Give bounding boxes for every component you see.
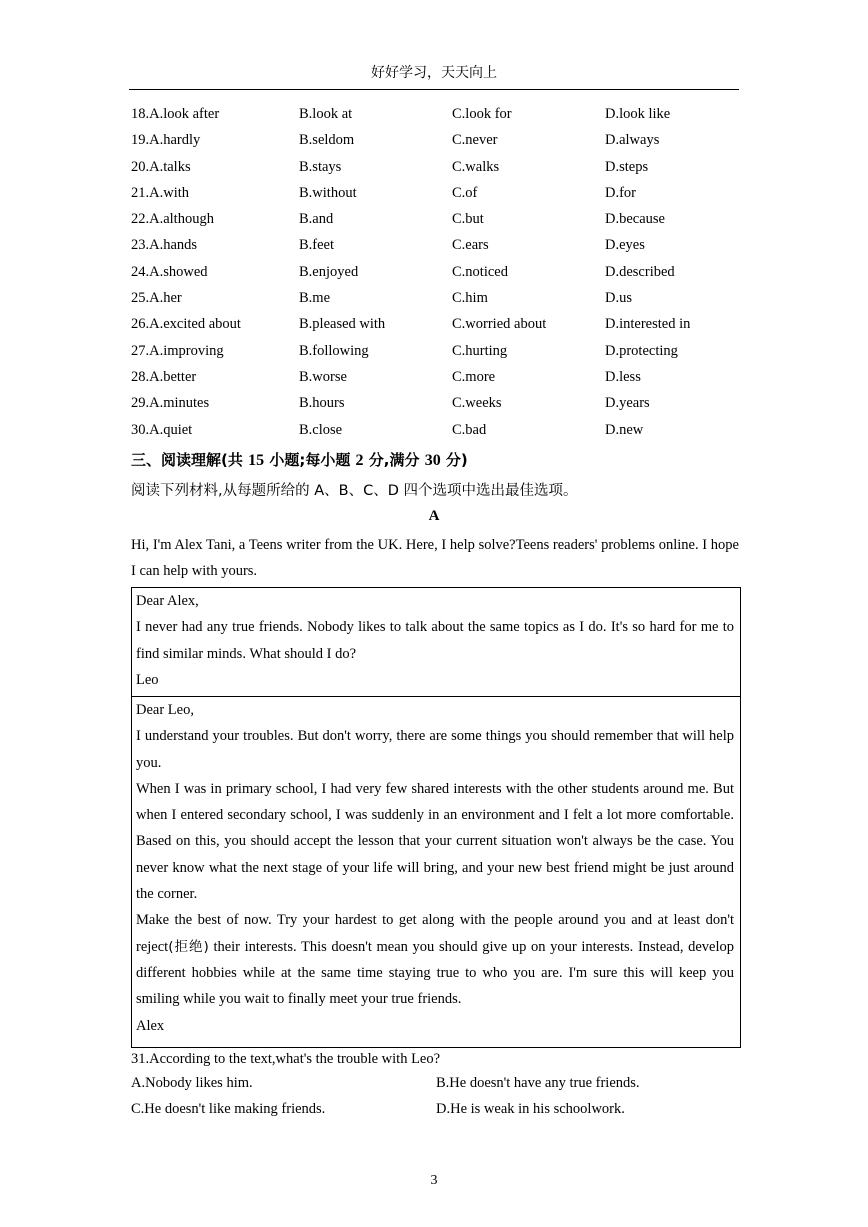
option-a[interactable]: 22.A.although [131, 211, 214, 228]
question-number: 22. [131, 211, 150, 228]
question-number: 30. [131, 421, 150, 438]
option-d[interactable]: D.look like [605, 106, 671, 122]
option-d[interactable]: D.described [605, 263, 675, 280]
question-number: 25. [131, 290, 150, 307]
option-b[interactable]: B.worse [299, 368, 347, 385]
option-a[interactable]: 26.A.excited about [131, 316, 241, 333]
letter-greeting: Dear Alex, [136, 593, 199, 609]
option-a[interactable]: 24.A.showed [131, 263, 208, 280]
option-row [131, 420, 741, 446]
option-c[interactable]: C.him [452, 290, 488, 307]
section-heading: 三、阅读理解(共 15 小题;每小题 2 分,满分 30 分) [131, 451, 468, 469]
question-stem: 31.According to the text,what's the trouble with Leo? [131, 1051, 441, 1067]
option-c[interactable]: C.He doesn't like making friends. [131, 1101, 326, 1118]
option-d[interactable]: D.us [605, 290, 632, 307]
option-row [131, 393, 741, 419]
option-a[interactable]: 23.A.hands [131, 237, 198, 254]
option-c[interactable]: C.noticed [452, 263, 508, 280]
question-number: 28. [131, 368, 150, 385]
letter-paragraph: When I was in primary school, I had very few shared interests with the other students around me. But when I entered secondary school, I was suddenly in an environment and I felt a lot more comfortable. Based on this, you should accept the lesson that your current situation won't always be the case. You never know what the next stage of your life will bring, and your new best friend might be just around the corner. [136, 780, 734, 903]
option-a[interactable]: 21.A.with [131, 184, 189, 201]
option-d[interactable]: D.steps [605, 158, 649, 175]
option-row [131, 341, 741, 367]
option-row [131, 209, 741, 235]
option-d[interactable]: D.years [605, 395, 650, 412]
question-number: 26. [131, 316, 150, 333]
option-b[interactable]: B.hours [299, 395, 345, 412]
question-number: 20. [131, 158, 150, 175]
option-b[interactable]: B.pleased with [299, 316, 386, 333]
option-b[interactable]: B.stays [299, 158, 342, 175]
letter-paragraph: Make the best of now. Try your hardest to get along with the people around you and at least don't reject(拒绝) their interests. This doesn't mean you should give up on your interests. Instead, develop different hobbies while at the same time staying true to who you are. I'm sure this will keep you smiling while you wait to finally meet your true friends. [136, 912, 734, 1008]
option-d[interactable]: D.always [605, 132, 660, 149]
option-a[interactable]: 28.A.better [131, 368, 197, 385]
option-c[interactable]: C.walks [452, 158, 500, 175]
letter-signature: Leo [136, 671, 159, 688]
page-number: 3 [430, 1173, 438, 1188]
cloze-options [131, 104, 741, 446]
section-instruction: 阅读下列材料,从每题所给的 A、B、C、D 四个选项中选出最佳选项。 [131, 483, 578, 499]
question-number: 21. [131, 184, 150, 201]
question-number: 19. [131, 132, 150, 149]
page-header: 好好学习，天天向上 [371, 65, 497, 81]
option-c[interactable]: C.hurting [452, 342, 508, 359]
letter-signature: Alex [136, 1017, 165, 1034]
letter-from-leo [131, 587, 741, 697]
header-divider [129, 89, 739, 90]
option-row [131, 367, 741, 393]
option-c[interactable]: C.of [452, 184, 478, 201]
option-a[interactable]: 25.A.her [131, 290, 182, 307]
passage-intro: Hi, I'm Alex Tani, a Teens writer from the UK. Here, I help solve?Teens readers' problems online. I hope I can help with yours. [131, 537, 739, 580]
letter-from-alex [131, 696, 741, 1048]
option-a[interactable]: 30.A.quiet [131, 421, 193, 438]
option-d[interactable]: D.because [605, 211, 665, 228]
option-c[interactable]: C.ears [452, 237, 489, 254]
option-d[interactable]: D.interested in [605, 316, 691, 333]
option-b[interactable]: B.enjoyed [299, 263, 359, 280]
option-c[interactable]: C.never [452, 132, 498, 149]
option-c[interactable]: C.but [452, 211, 484, 228]
option-d[interactable]: D.He is weak in his schoolwork. [436, 1101, 625, 1118]
option-row [131, 235, 741, 261]
passage-label: A [428, 508, 440, 524]
option-b[interactable]: B.seldom [299, 132, 355, 149]
option-row [131, 262, 741, 288]
option-b[interactable]: B.and [299, 211, 334, 228]
option-b[interactable]: B.close [299, 421, 343, 438]
option-b[interactable]: B.following [299, 342, 369, 359]
option-b[interactable]: B.look at [299, 106, 353, 122]
option-d[interactable]: D.eyes [605, 237, 645, 254]
option-c[interactable]: C.bad [452, 421, 487, 438]
option-a[interactable]: 20.A.talks [131, 158, 191, 175]
option-a[interactable]: 18.A.look after [131, 106, 220, 122]
option-row [131, 183, 741, 209]
option-c[interactable]: C.more [452, 368, 496, 385]
option-a[interactable]: 19.A.hardly [131, 132, 201, 149]
question-options [131, 1072, 741, 1125]
option-b[interactable]: B.me [299, 290, 331, 307]
question-number: 23. [131, 237, 150, 254]
question-number: 29. [131, 395, 150, 412]
option-a[interactable]: 29.A.minutes [131, 395, 210, 412]
question-number: 24. [131, 263, 150, 280]
option-a[interactable]: 27.A.improving [131, 342, 224, 359]
option-row [131, 157, 741, 183]
option-d[interactable]: D.protecting [605, 342, 678, 359]
option-a[interactable]: A.Nobody likes him. [131, 1075, 253, 1091]
question-number: 18. [131, 106, 150, 122]
option-c[interactable]: C.worried about [452, 316, 547, 333]
option-d[interactable]: D.new [605, 421, 644, 438]
question-number: 27. [131, 342, 150, 359]
option-row [131, 130, 741, 156]
option-b[interactable]: B.feet [299, 237, 335, 254]
option-b[interactable]: B.without [299, 184, 357, 201]
option-d[interactable]: D.for [605, 184, 637, 201]
option-c[interactable]: C.look for [452, 106, 512, 122]
option-row [131, 288, 741, 314]
letter-body: I never had any true friends. Nobody likes to talk about the same topics as I do. It's so hard for me to find similar minds. What should I do? [136, 619, 734, 662]
letter-paragraph: I understand your troubles. But don't worry, there are some things you should remember that will help you. [136, 728, 734, 771]
option-row [131, 104, 741, 130]
letter-greeting: Dear Leo, [136, 702, 194, 718]
option-b[interactable]: B.He doesn't have any true friends. [436, 1075, 640, 1091]
option-d[interactable]: D.less [605, 368, 641, 385]
option-row [131, 314, 741, 340]
option-c[interactable]: C.weeks [452, 395, 502, 412]
